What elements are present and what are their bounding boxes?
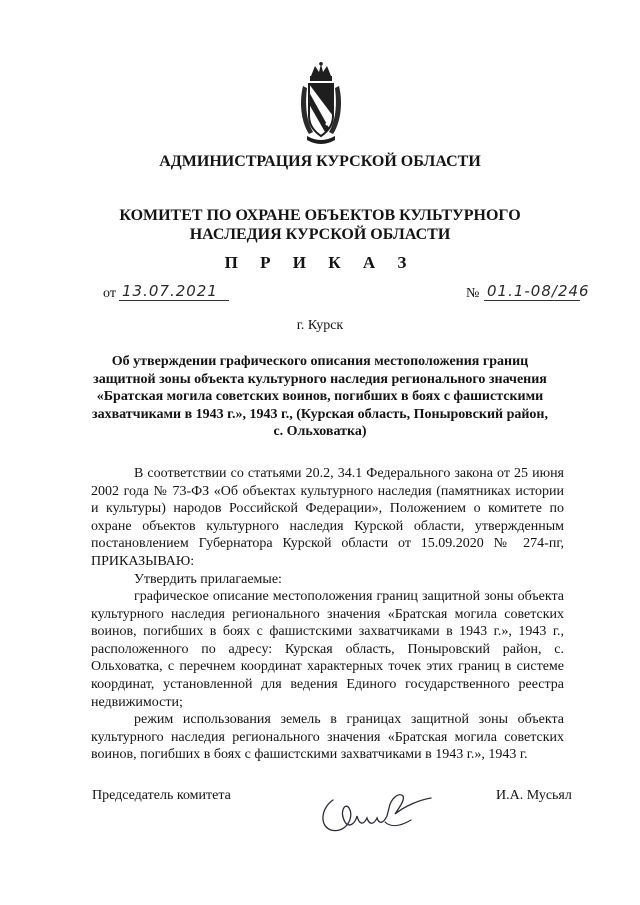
paragraph-preamble: В соответствии со статьями 20.2, 34.1 Федерального закона от 25 июня 2002 года № 73-ФЗ «Об объектах культурного наследия (памятниках истории и культуры) народов Российской Федерации», Положением о комитете по охране объектов культурного наследия Курской области, утвержденным постановлением Губернатора Курской области от 15.09.2020 № 274-пг, ПРИКАЗЫВАЮ: xyxy=(91,466,564,569)
paragraph-approve: Утвердить прилагаемые: xyxy=(134,572,282,587)
committee-title: КОМИТЕТ ПО ОХРАНЕ ОБЪЕКТОВ КУЛЬТУРНОГО НАСЛЕДИЯ КУРСКОЙ ОБЛАСТИ xyxy=(119,207,521,243)
paragraph-land-use-regime: режим использования земель в границах защитной зоны объекта культурного наследия регионального значения «Братская могила советских воинов, погибших в боях с фашистскими захватчиками в 1943 г.», 1943 г. xyxy=(91,712,564,763)
date-label: от xyxy=(103,286,116,301)
number-underline xyxy=(484,300,580,301)
document-date: 13.07.2021 xyxy=(122,282,218,300)
date-underline xyxy=(119,300,229,301)
city: г. Курск xyxy=(296,318,344,333)
document-type: П Р И К А З xyxy=(224,253,416,272)
order-title: Об утверждении графического описания местоположения границ защитной зоны объекта культурного наследия регионального значения «Братская могила советских воинов, погибших в боях с фашистскими захватчиками в 1943 г.», 1943 г., (Курская область, Поныровский район, с. Ольховатка) xyxy=(91,354,549,439)
document-number: 01.1-08/246 xyxy=(487,282,590,300)
signer-name: И.А. Мусьял xyxy=(496,788,572,803)
organization-title: АДМИНИСТРАЦИЯ КУРСКОЙ ОБЛАСТИ xyxy=(159,153,481,170)
signer-position: Председатель комитета xyxy=(92,788,231,803)
number-label: № xyxy=(466,286,480,301)
paragraph-graphic-description: графическое описание местоположения границ защитной зоны объекта культурного наследия регионального значения «Братская могила советских воинов, погибших в боях с фашистскими захватчиками в 1943 г.», 1943 г., расположенного по адресу: Курская область, Поныровский район, с. Ольховатка, с перечнем координат характерных точек этих границ в системе координат, установленной для ведения Единого государственного реестра недвижимости; xyxy=(91,589,564,710)
kursk-coat-of-arms-icon xyxy=(299,62,343,144)
signature xyxy=(315,778,433,838)
